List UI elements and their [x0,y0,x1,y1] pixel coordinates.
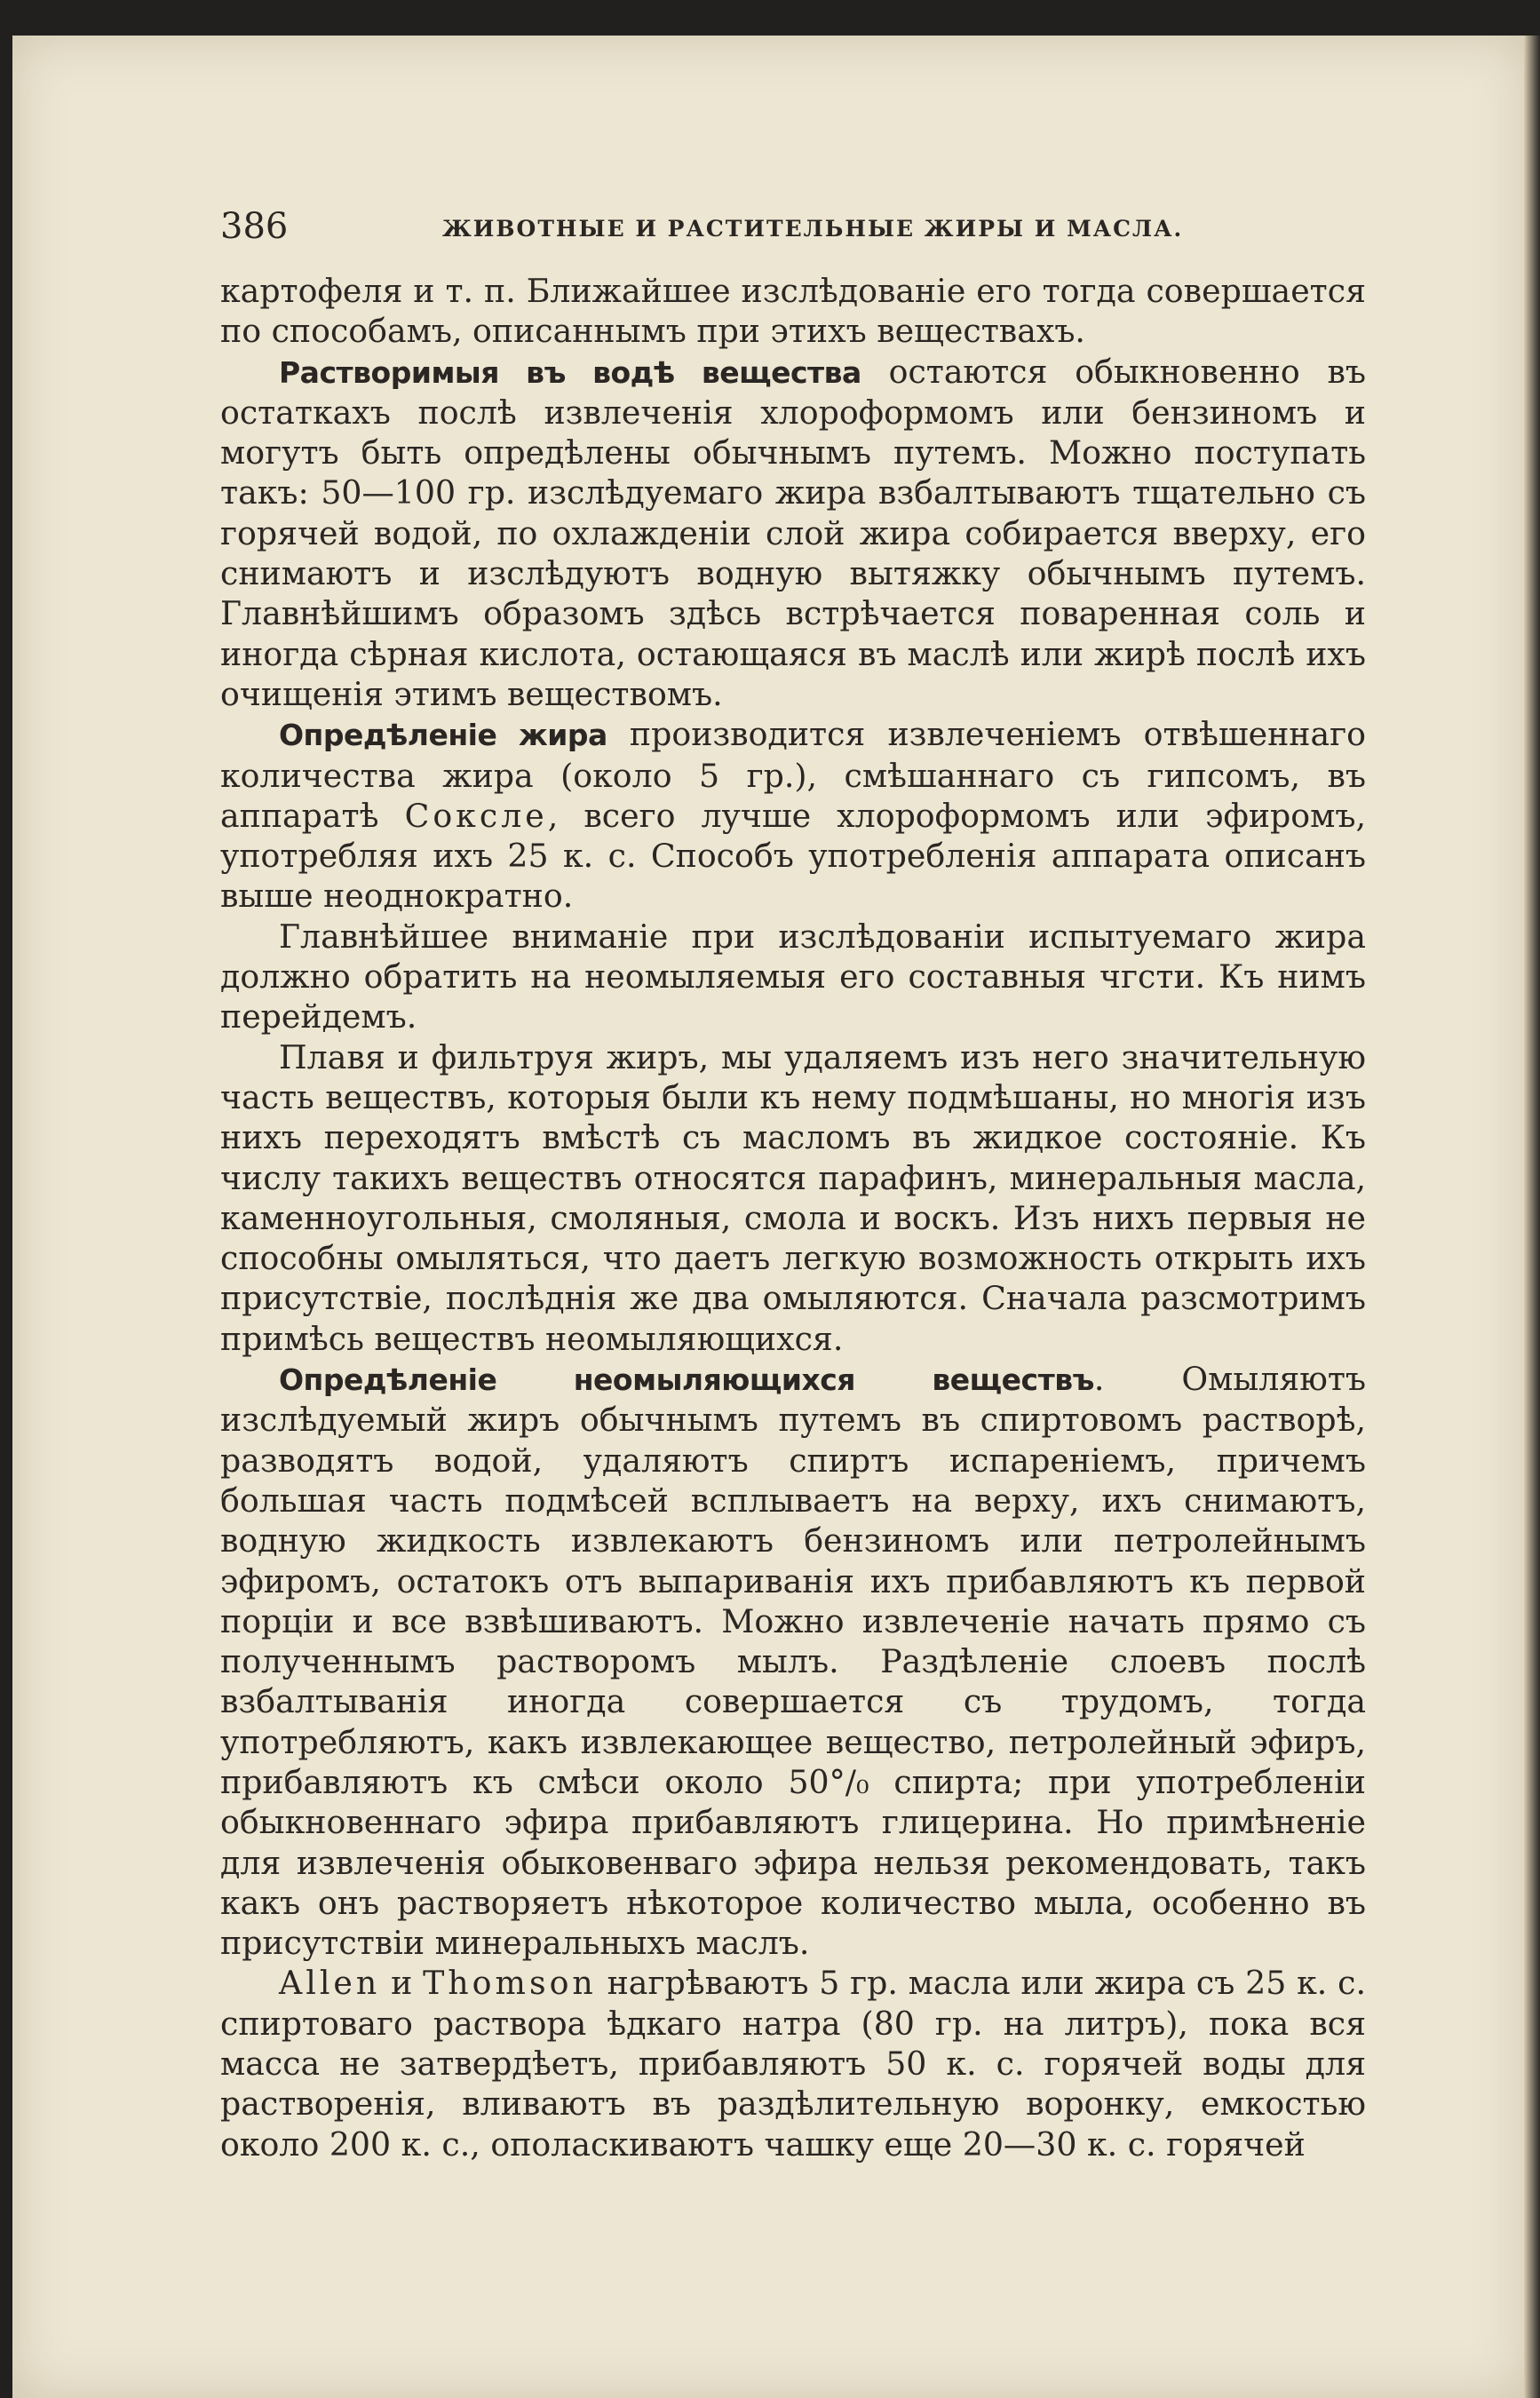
paragraph-heading: Опредѣленіе жира [279,718,607,753]
paragraph-text: Главнѣйшее вниманіе при изслѣдованіи испытуемаго жира должно обратить на неомыляемыя его составныя чгсти. Къ нимъ перейдемъ. [220,917,1366,1036]
paragraph-4 [220,917,1366,1037]
spaced-name: Thomson [423,1964,597,2003]
paragraph-text: и [380,1964,424,2003]
paragraph-7 [220,1963,1366,2164]
paragraph-6 [220,1359,1366,1963]
paragraph-text: остаются обыкновенно въ остаткахъ послѣ извлеченія хлороформомъ или бензиномъ и могутъ быть опредѣлены обычнымъ путемъ. Можно поступать такъ: 50—100 гр. изслѣдуемаго жира взбалтываютъ тщательно съ горячей водой, по охлажденіи слой жира собирается вверху, его снимаютъ и изслѣдуютъ водную вытяжку обычнымъ путемъ. Главнѣйшимъ образомъ здѣсь встрѣчается поваренная соль и иногда сѣрная кислота, остающаяся въ маслѣ или жирѣ послѣ ихъ очищенія этимъ веществомъ. [220,352,1366,713]
paragraph-1 [220,271,1366,352]
paragraph-5 [220,1037,1366,1359]
page-number: 386 [220,206,289,247]
spaced-name: Allen [279,1964,381,2003]
body-text [220,271,1366,2164]
page-edge-shadow [1524,36,1540,2398]
paragraph-text: Плавя и фильтруя жиръ, мы удаляемъ изъ него значительную часть веществъ, которыя были къ нему подмѣшаны, но многія изъ нихъ переходятъ вмѣстѣ съ масломъ въ жидкое состояніе. Къ числу такихъ веществъ относятся парафинъ, минеральныя масла, каменноугольныя, смоляныя, смола и воскъ. Изъ нихъ первыя не способны омыляться, что даетъ легкую возможность открыть ихъ присутствіе, послѣднія же два омыляются. Сначала разсмотримъ примѣсь веществъ неомыляющихся. [220,1037,1366,1358]
paragraph-text: , всего лучше хлороформомъ или эфиромъ, употребляя ихъ 25 к. с. Способъ употребленія аппарата описанъ выше неоднократно. [220,796,1366,916]
spaced-name: Сокcле [404,796,548,835]
paragraph-heading: Опредѣленіе неомыляющихся веществъ [279,1362,1094,1398]
running-title: ЖИВОТНЫЕ И РАСТИТЕЛЬНЫЕ ЖИРЫ И МАСЛА. [442,216,1184,242]
paragraph-2 [220,352,1366,715]
paragraph-text: картофеля и т. п. Ближайшее изслѣдованіе его тогда совершается по способамъ, описаннымъ при этихъ веществахъ. [220,272,1366,351]
paragraph-text: производится извлеченіемъ отвѣшеннаго количества жира (около 5 гр.), смѣшаннаго съ гипсомъ, въ аппаратѣ [220,715,1366,835]
paragraph-heading: Растворимыя въ водѣ вещества [279,354,861,390]
paragraph-text: . Омыляютъ изслѣдуемый жиръ обычнымъ путемъ въ спиртовомъ растворѣ, разводятъ водой, удаляютъ спиртъ испареніемъ, причемъ большая часть подмѣсей всплываетъ на верху, ихъ снимаютъ, водную жидкость извлекаютъ бензиномъ или петролейнымъ эфиромъ, остатокъ отъ выпариванія ихъ прибавляютъ къ первой порціи и все взвѣшиваютъ. Можно извлеченіе начать прямо съ полученнымъ растворомъ мылъ. Раздѣленіе слоевъ послѣ взбалтыванія иногда совершается съ трудомъ, тогда употребляютъ, какъ извлекающее вещество, петролейный эфиръ, прибавляютъ къ смѣси около 50°/₀ спирта; при употребленіи обыкновеннаго эфира прибавляютъ глицерина. Но примѣненіе для извлеченія обыковенваго эфира нельзя рекомендовать, такъ какъ онъ растворяетъ нѣкоторое количество мыла, особенно въ присутствіи минеральныхъ маслъ. [220,1360,1366,1963]
page-header [220,204,1366,249]
paragraph-3 [220,714,1366,916]
paragraph-text: нагрѣваютъ 5 гр. масла или жира съ 25 к. с. спиртоваго раствора ѣдкаго натра (80 гр. на литръ), пока вся масса не затвердѣетъ, прибавляютъ 50 к. с. горячей воды для растворенія, вливаютъ въ раздѣлительную воронку, емкостью около 200 к. с., ополаскиваютъ чашку еще 20—30 к. с. горячей [220,1964,1366,2164]
